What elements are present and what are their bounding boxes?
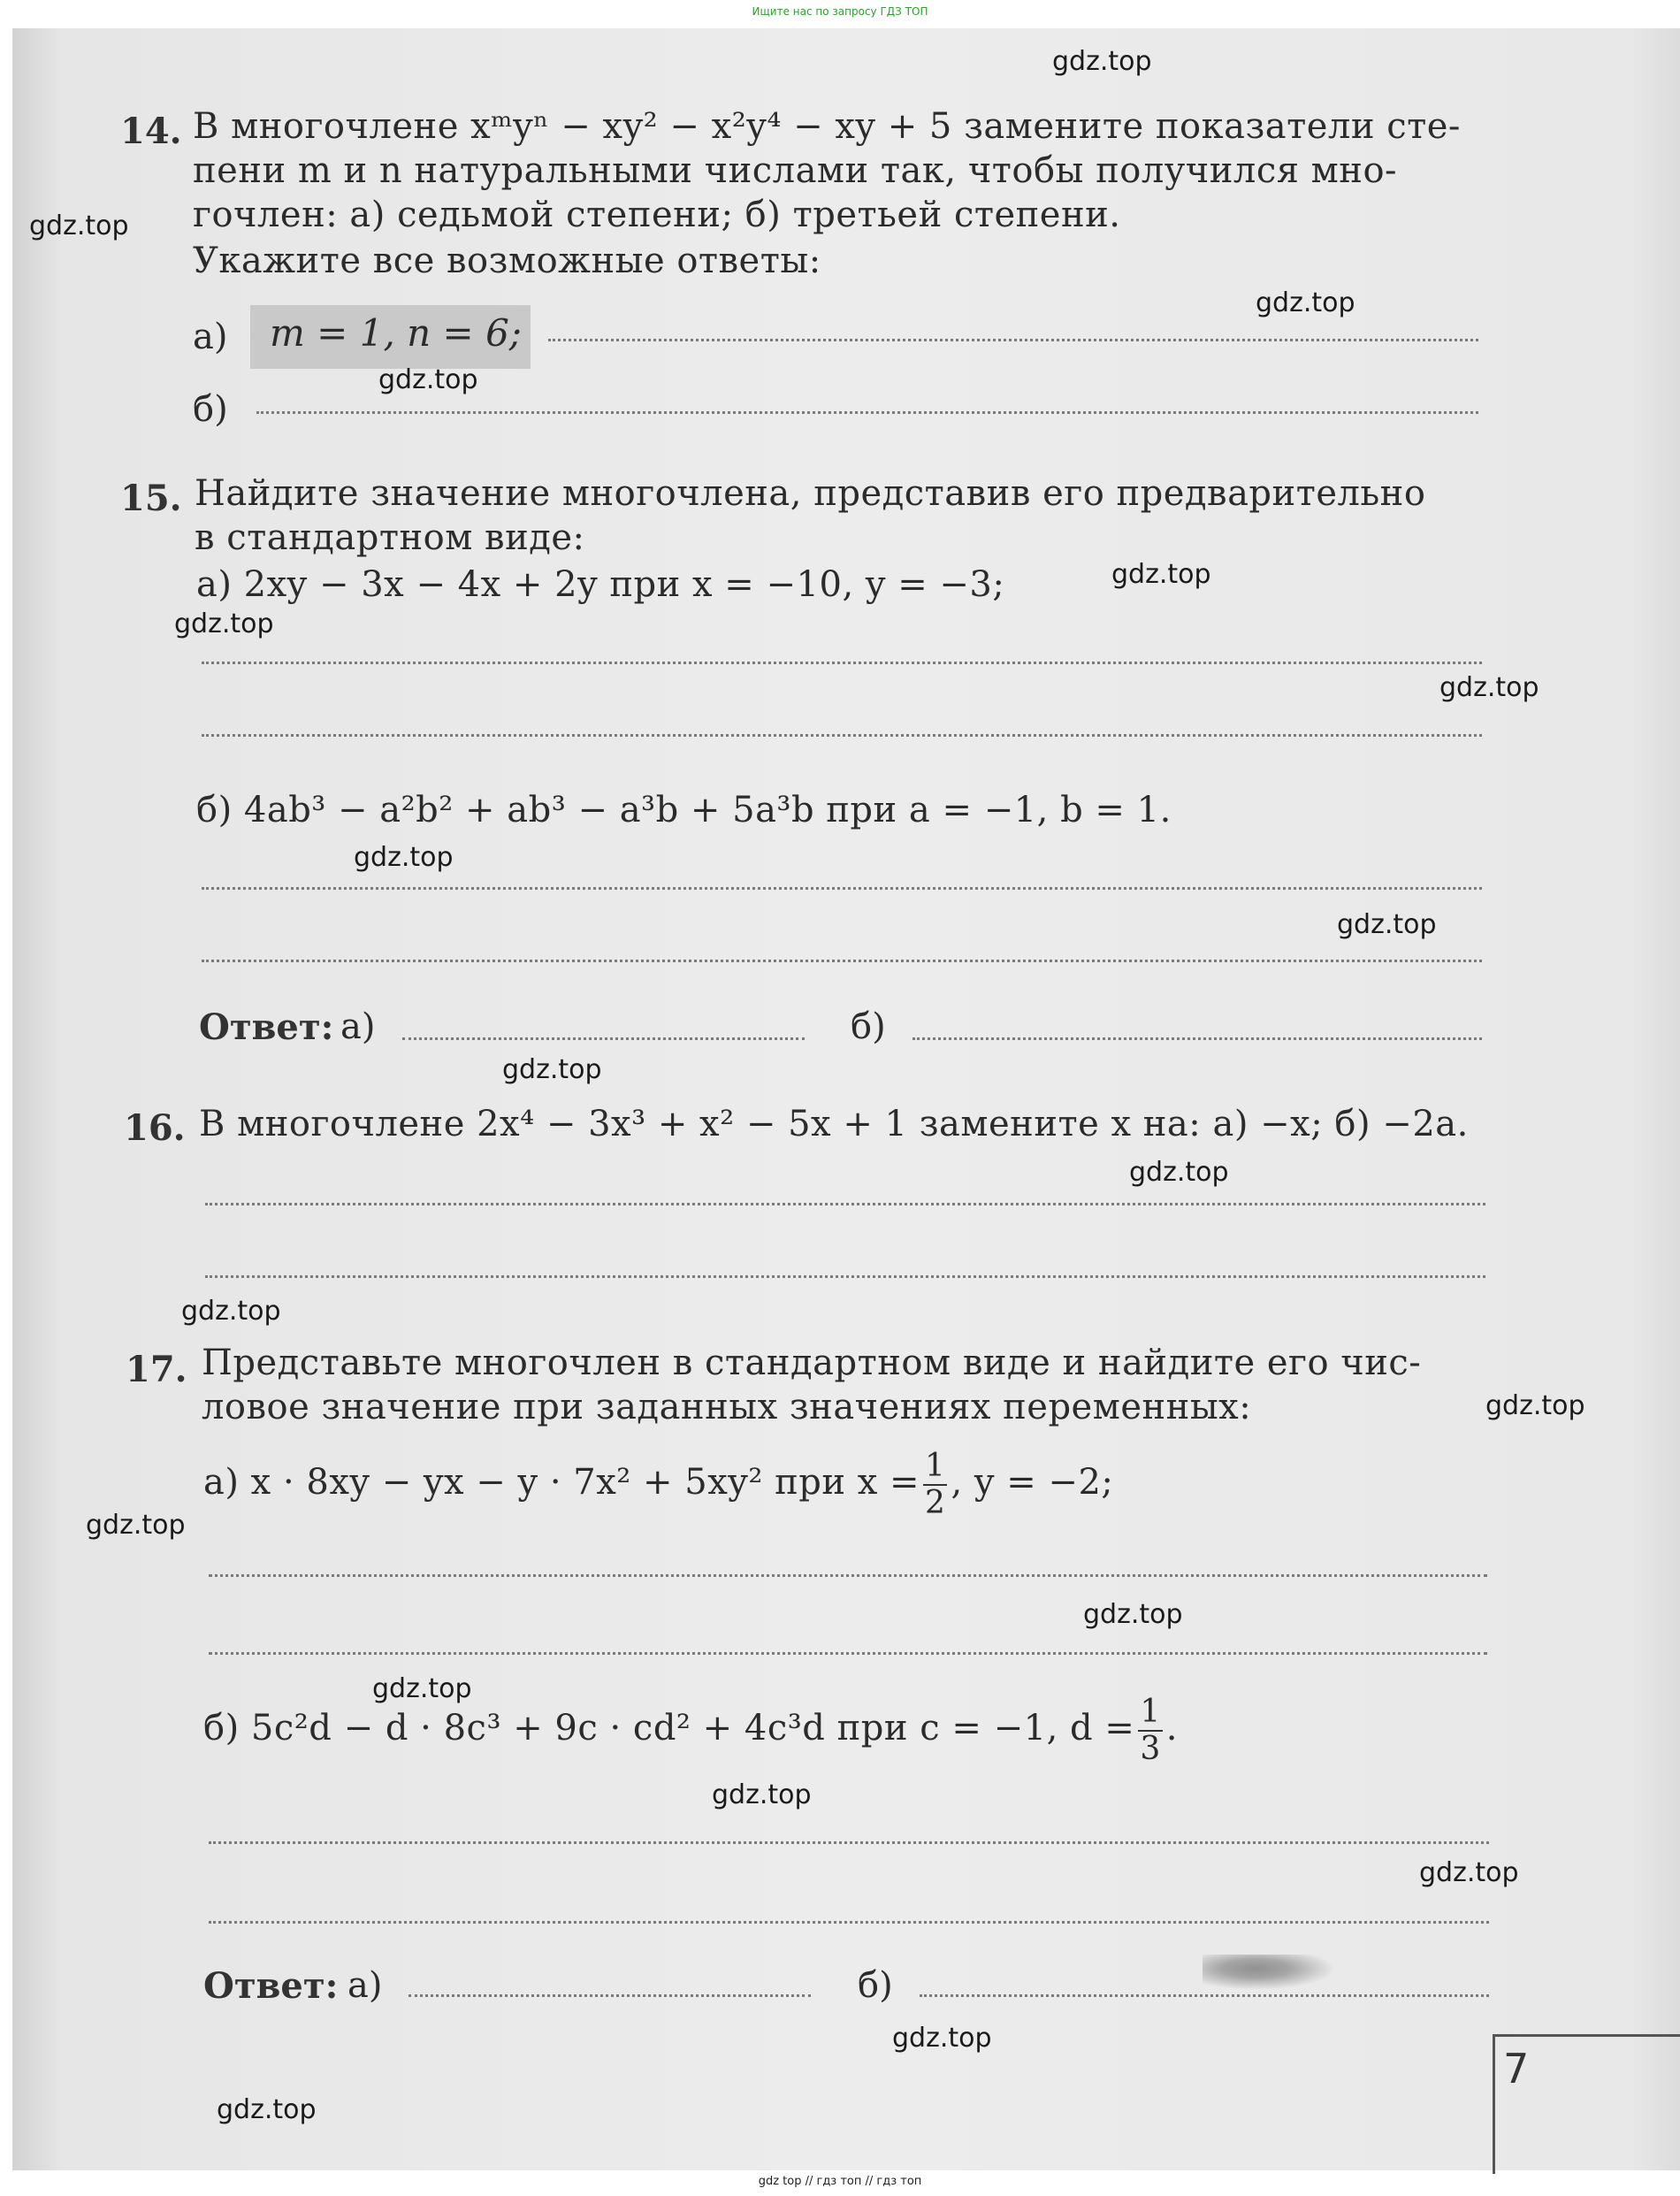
watermark: gdz.top (1111, 559, 1211, 590)
ink-smudge (1203, 1955, 1335, 1990)
problem-14-text-line3: гочлен: а) седьмой степени; б) третьей степени. (193, 195, 1121, 235)
problem-17-b-fraction (1138, 1696, 1162, 1765)
problem-17-answer-a-line[interactable] (409, 1994, 811, 1997)
problem-15-number: 15. (120, 478, 182, 519)
problem-15-text-line2: в стандартном виде: (195, 517, 585, 558)
page-number: 7 (1503, 2045, 1530, 2093)
watermark: gdz.top (354, 842, 454, 873)
watermark: gdz.top (1337, 909, 1437, 940)
problem-17-b (203, 1696, 1178, 1765)
problem-17-b-suffix: . (1165, 1708, 1178, 1748)
watermark: gdz.top (1256, 287, 1355, 318)
problem-17-a-work-line-1[interactable] (209, 1574, 1487, 1577)
problem-17-a-work-line-2[interactable] (209, 1652, 1487, 1655)
problem-16-number: 16. (124, 1107, 186, 1149)
watermark: gdz.top (502, 1054, 602, 1085)
problem-15-a: а) 2xy − 3x − 4x + 2y при x = −10, y = −3; (196, 564, 1005, 605)
problem-14-b-answer-line[interactable] (256, 411, 1478, 414)
watermark: gdz.top (181, 1296, 281, 1327)
problem-17-a-fraction (923, 1450, 947, 1519)
watermark: gdz.top (1129, 1157, 1229, 1188)
watermark: gdz.top (217, 2094, 317, 2125)
problem-17-b-fraction-numerator: 1 (1140, 1694, 1161, 1730)
watermark: gdz.top (892, 2023, 992, 2054)
watermark: gdz.top (1052, 46, 1152, 77)
problem-15-answer-a-line[interactable] (402, 1037, 805, 1040)
problem-15-b: б) 4ab³ − a²b² + ab³ − a³b + 5a³b при a = −1, b = 1. (196, 790, 1172, 830)
watermark: gdz.top (372, 1673, 472, 1704)
watermark: gdz.top (1083, 1599, 1183, 1630)
watermark: gdz.top (378, 364, 478, 395)
problem-14-number: 14. (120, 111, 182, 152)
problem-17-b-work-line-1[interactable] (209, 1841, 1489, 1844)
problem-14-text-line2: пени m и n натуральными числами так, чтобы получился мно- (193, 150, 1398, 191)
problem-15-answer-label: Ответ: (199, 1006, 334, 1048)
problem-17-b-fraction-denominator: 3 (1140, 1731, 1161, 1767)
problem-17-answer-b-label: б) (858, 1965, 893, 2006)
watermark: gdz.top (86, 1510, 186, 1541)
problem-15-a-work-line-2[interactable] (202, 734, 1482, 737)
watermark: gdz.top (1485, 1390, 1585, 1421)
problem-16-work-line-1[interactable] (205, 1203, 1485, 1205)
problem-15-answer-a-label: а) (340, 1006, 376, 1047)
problem-15-answer-b-label: б) (851, 1006, 886, 1047)
problem-17-text-line2: ловое значение при заданных значениях переменных: (202, 1387, 1252, 1427)
problem-17-a (203, 1450, 1113, 1519)
problem-17-b-expression: б) 5c²d − d · 8c³ + 9c · cd² + 4c³d при c = −1, d = (203, 1708, 1135, 1748)
problem-17-a-fraction-numerator: 1 (925, 1448, 946, 1484)
problem-17-number: 17. (126, 1349, 187, 1390)
problem-15-text-line1: Найдите значение многочлена, представив его предварительно (195, 473, 1426, 514)
watermark: gdz.top (174, 608, 274, 639)
footer-note: gdz top // гдз топ // гдз топ (758, 2175, 922, 2188)
watermark: gdz.top (712, 1779, 812, 1810)
problem-14-a-answer-line[interactable] (548, 339, 1478, 341)
problem-14-a-label: а) (193, 317, 228, 357)
header-note: Ищите нас по запросу ГДЗ ТОП (752, 5, 928, 18)
problem-17-text-line1: Представьте многочлен в стандартном виде и найдите его чис- (202, 1343, 1422, 1383)
problem-17-answer-b-line[interactable] (920, 1994, 1489, 1997)
problem-15-b-work-line-1[interactable] (202, 887, 1482, 890)
problem-16-text: В многочлене 2x⁴ − 3x³ + x² − 5x + 1 замените x на: а) −x; б) −2a. (199, 1104, 1469, 1144)
problem-17-a-expression: а) x · 8xy − yx − y · 7x² + 5xy² при x = (203, 1462, 920, 1503)
problem-14-text-line1: В многочлене xᵐyⁿ − xy² − x²y⁴ − xy + 5 замените показатели сте- (193, 106, 1461, 147)
problem-17-a-fraction-denominator: 2 (925, 1485, 946, 1521)
problem-14-b-label: б) (193, 389, 228, 430)
problem-16-work-line-2[interactable] (205, 1275, 1485, 1278)
watermark: gdz.top (1419, 1857, 1519, 1888)
problem-15-a-work-line-1[interactable] (202, 662, 1482, 664)
problem-17-answer-a-label: а) (347, 1965, 383, 2006)
problem-15-b-work-line-2[interactable] (202, 960, 1482, 962)
problem-17-a-suffix: , y = −2; (951, 1462, 1114, 1503)
watermark: gdz.top (29, 210, 129, 241)
problem-14-a-answer: m = 1, n = 6; (270, 311, 522, 355)
watermark: gdz.top (1439, 672, 1539, 703)
problem-17-b-work-line-2[interactable] (209, 1921, 1489, 1924)
problem-14-text-line4: Укажите все возможные ответы: (193, 241, 821, 281)
problem-15-answer-b-line[interactable] (913, 1037, 1482, 1040)
problem-17-answer-label: Ответ: (203, 1965, 339, 2007)
